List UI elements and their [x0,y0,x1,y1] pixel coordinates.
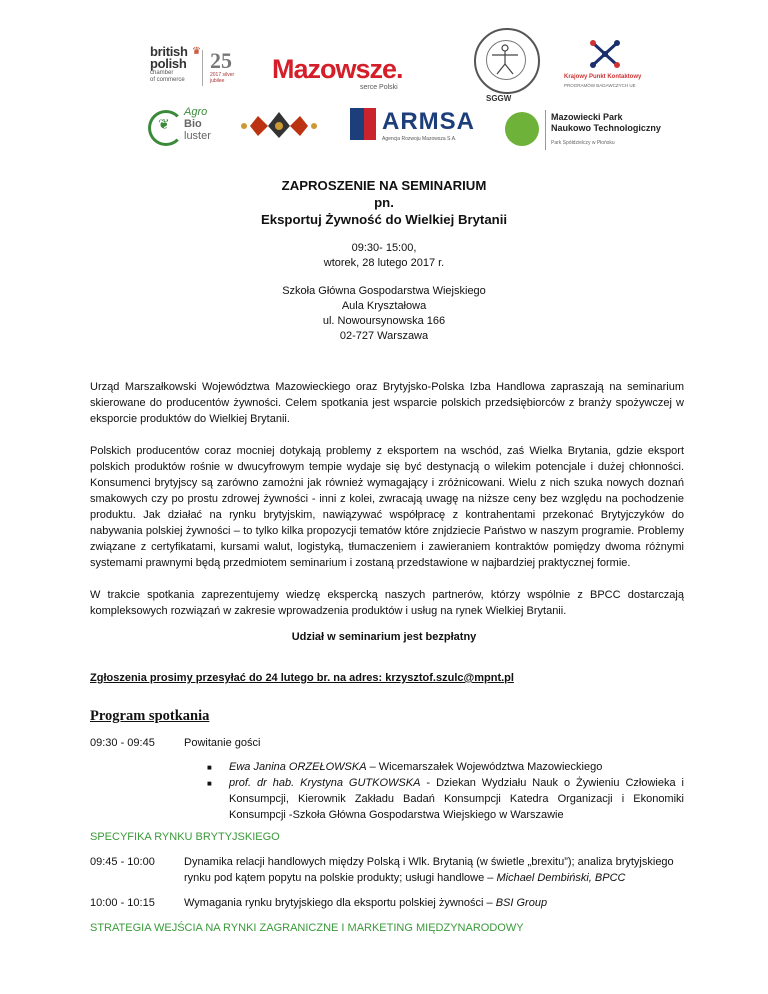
invitation-pn: pn. [374,195,394,210]
section-uk-market: SPECYFIKA RYNKU BRYTYJSKIEGO [90,831,280,843]
sggw-logo [470,28,540,106]
item1-text: Dynamika relacji handlowych między Polską i Wlk. Brytanią (w świetle „brexitu”); analiza brytyjskiego rynku pod kątem popytu na polskie produkty; usługi handlowe – [184,856,674,884]
item2-desc [184,895,684,911]
mpnt-divider [545,110,546,150]
bullet-square-icon: ■ [207,763,212,772]
section-strategy: STRATEGIA WEJŚCIA NA RYNKI ZAGRANICZNE I MARKETING MIĘDZYNARODOWY [90,922,524,934]
mazowsze-sub: serce Polski [360,84,398,91]
venue-city: 02-727 Warszawa [339,330,429,342]
venue-hall: Aula Kryształowa [341,300,427,312]
armsa-mark-red [364,108,376,140]
item1-speaker: Michael Dembiński, BPCC [496,872,626,884]
agro-w1: Agro [184,106,208,118]
crown-icon: ♛ [192,46,201,57]
mpnt-line2: Naukowo Technologiczny [551,123,661,133]
registration-note: Zgłoszenia prosimy przesyłać do 24 lutego br. na adres: krzysztof.szulc@mpnt.pl [90,672,514,684]
bpcc-logo [150,46,250,88]
bpcc-line1: british [150,44,188,59]
free-participation: Udział w seminarium jest bezpłatny [291,631,477,643]
invitation-title: ZAPROSZENIE NA SEMINARIUM [281,178,487,193]
welcome-label: Powitanie gości [184,737,261,749]
sggw-label: SGGW [486,94,512,103]
seminar-time: 09:30- 15:00, [351,242,417,254]
seminar-date: wtorek, 28 lutego 2017 r. [323,257,445,269]
bullet-square-icon: ■ [207,779,212,788]
venue-name: Szkoła Główna Gospodarstwa Wiejskiego [282,285,486,297]
speaker-2 [229,775,684,823]
kpk-line2: PROGRAMÓW BADAWCZYCH UE [564,83,636,88]
bpcc-line2: polish [150,56,187,71]
speaker-1-name: Ewa Janina ORZEŁOWSKA [229,761,367,773]
mpnt-logo [505,110,675,150]
item2-time: 10:00 - 10:15 [90,897,155,909]
experts-paragraph: W trakcie spotkania zaprezentujemy wiedzę ekspercką naszych partnerów, którzy wspólnie z BPCC dostarczają kompleksowych rozwiązań w zakresie wprowadzenia produktów i usług na rynek Wielkiej Brytanii. [90,589,684,617]
intro-paragraph: Urząd Marszałkowski Województwa Mazowieckiego oraz Brytyjsko-Polska Izba Handlowa zapraszają na seminarium skierowane do producentów żywności. Celem spotkania jest wsparcie polskich przedsiębiorców z branży spożywczej w eksporcie produktów do Wielkiej Brytanii. [90,381,684,425]
agro-w2: Bio [184,118,202,130]
armsa-logo [350,106,498,146]
speaker-1-role: – Wicemarszałek Województwa Mazowieckiego [366,761,603,773]
kpk-logo [560,40,650,100]
agrobiocluster-logo [148,106,228,150]
molecule-icon [590,40,620,68]
item1-time: 09:45 - 10:00 [90,856,155,868]
program-title: Program spotkania [90,708,210,724]
mazowsze-word: Mazowsze. [272,54,403,84]
venue-street: ul. Nowoursynowska 166 [322,315,446,327]
mazowsze-logo [272,56,434,90]
mpnt-sub: Park Spółdzielczy w Płońsku [551,140,615,146]
item1-desc [184,854,684,886]
kpk-line1: Krajowy Punkt Kontaktowy [564,74,642,80]
item2-speaker: BSI Group [495,897,548,909]
item2-text: Wymagania rynku brytyjskiego dla eksportu polskiej żywności – [184,897,496,909]
context-paragraph: Polskich producentów coraz mocniej dotykają problemy z eksportem na wschód, zaś Wielka Brytania, gdzie eksport polskich produktów rośnie w dwucyfrowym tempie wydaje się być destynacją o wilekim potencjale i dużej chłonności. Konsumenci brytyjscy są zarówno zamożni jak również wymagający i zróżnicowani. Wielu z nich szuka nowych doznań smakowych czy po prostu zdrowej żywności - inni z kolei, zwracają uwagę na niższe ceny bez względu na pochodzenie produktu. Jak działać na rynku brytyjskim, nawiązywać współpracę z kontrahentami przekonać Brytyjczyków do nabywania polskiej żywności – to tylko kilka propozycji tematów które znjdziecie Państwo w naszym programie. Problemy związane z certyfikatami, kursami walut, logistyką, tłumaczeniem i zawieraniem kontraktów pomiędzy dwoma różnymi systemami prawnymi będą przedmiotem seminarium i zostaną przedstawione w najbardziej praktycznej formie. [90,445,684,569]
bpcc-line4: of commerce [150,77,185,83]
leaf-icon: ❦ [158,116,170,132]
welcome-time: 09:30 - 09:45 [90,737,155,749]
vitruvian-icon [488,42,522,76]
bpcc-line3: chamber [150,70,174,76]
seminar-title: Eksportuj Żywność do Wielkiej Brytanii [260,212,508,227]
speaker-2-role: - Dziekan Wydziału Nauk o Żywieniu Człowieka i Konsumpcji, Kierownik Zakładu Badań Konsumpcji Katedra Organizacji i Ekonomiki Konsumpcji -Szkoła Główna Gospodarstwa Wiejskiego w Warszawie [229,777,684,821]
bpcc-jubilee: 2017 silver jubilee [210,72,235,84]
mpnt-line1: Mazowiecki Park [551,112,623,122]
armsa-sub: Agencja Rozwoju Mazowsza S.A. [382,136,457,142]
bpcc-25: 25 [210,48,232,73]
ornament-logo [238,108,320,142]
speaker-2-name: prof. dr hab. Krystyna GUTKOWSKA [229,777,421,789]
agro-w3: luster [184,130,211,142]
bpcc-divider [202,50,203,86]
speaker-1 [229,759,684,775]
armsa-word: ARMSA [382,108,475,135]
mpnt-globe-icon [505,112,539,146]
